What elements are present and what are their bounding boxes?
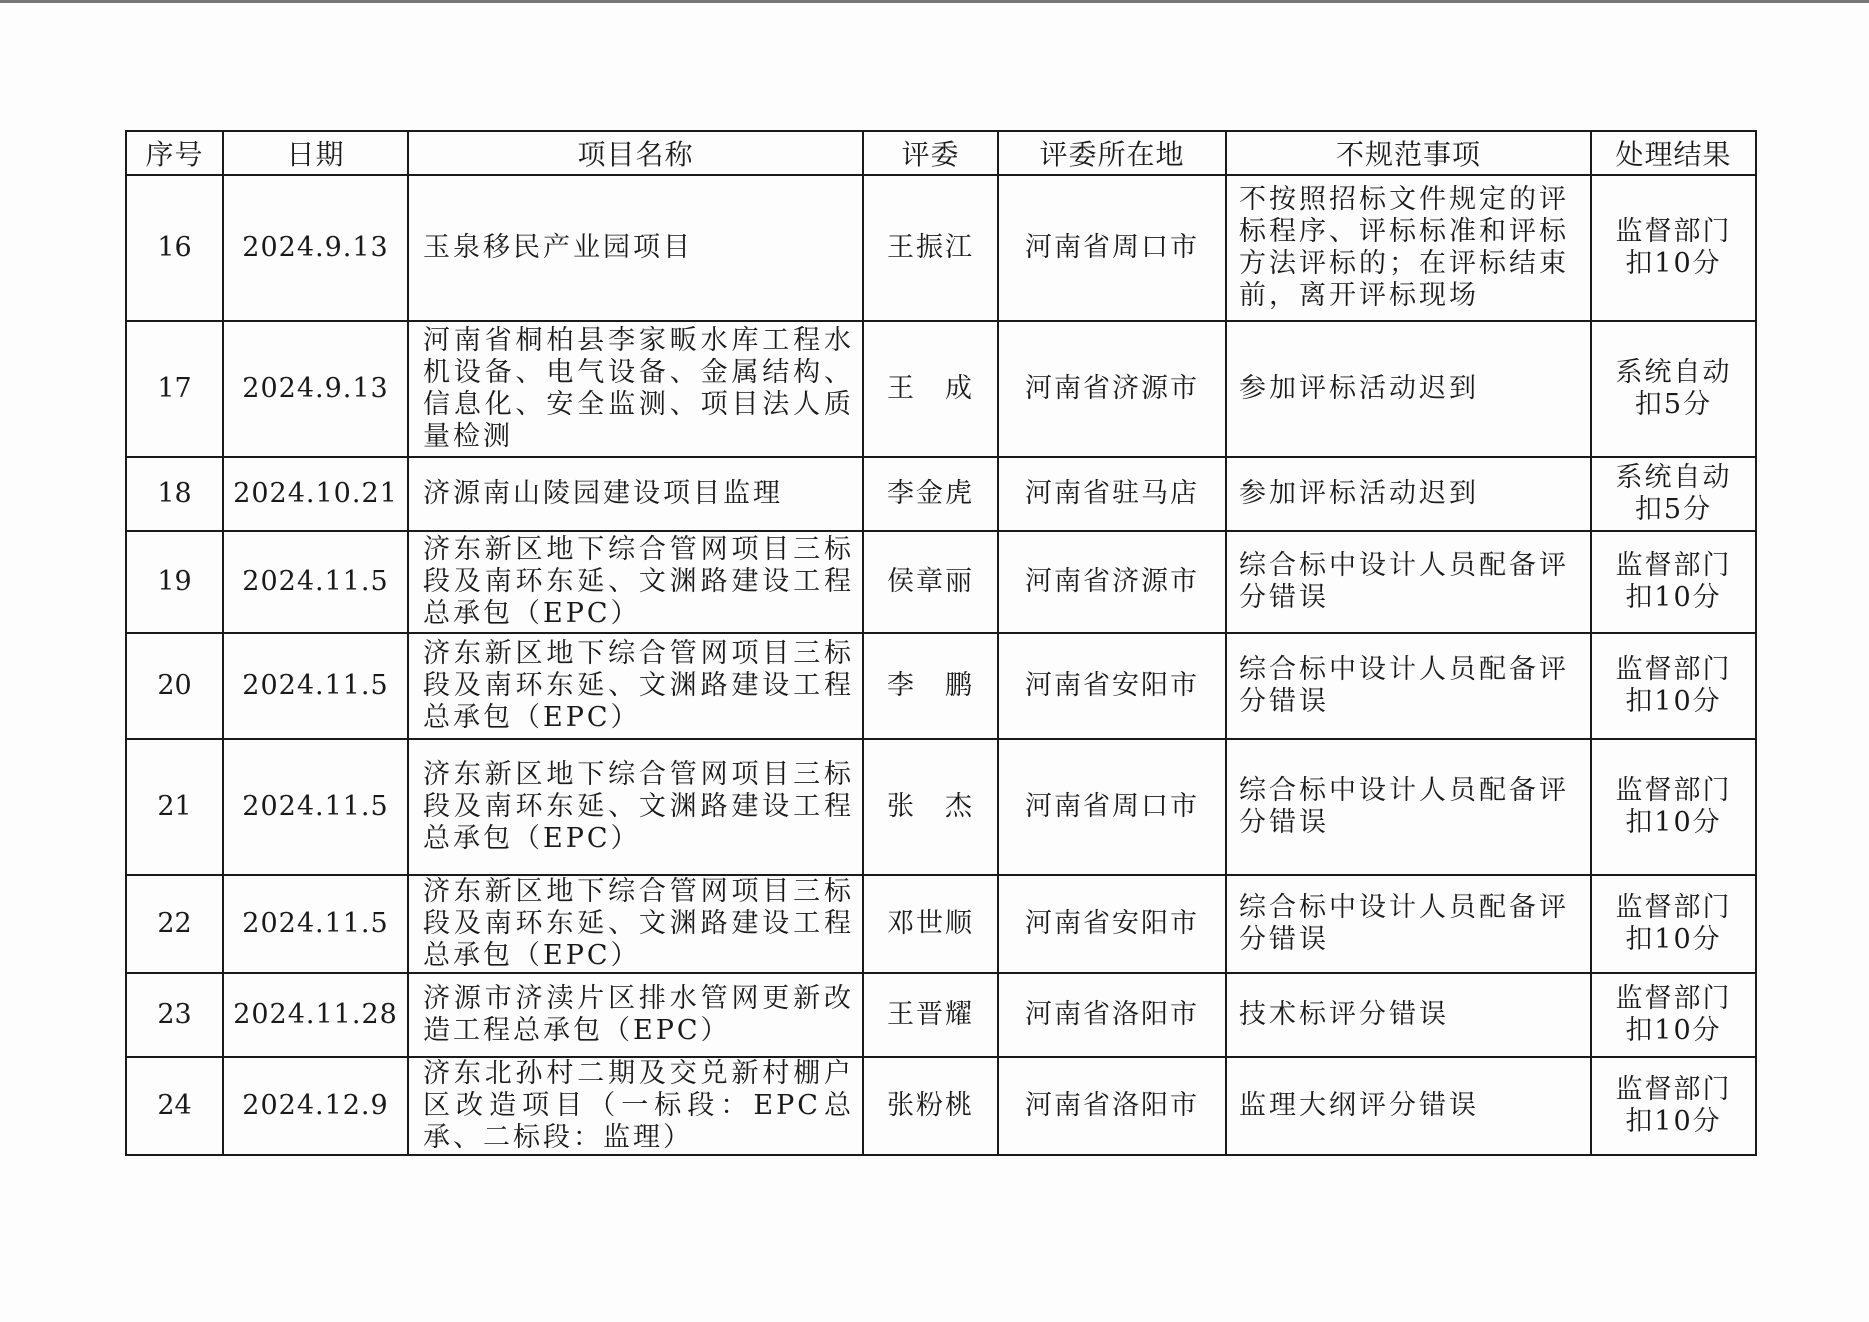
row-result-text: 系统自动扣5分 — [1615, 357, 1732, 420]
row-result-text: 监督部门扣10分 — [1615, 654, 1732, 717]
row-judge: 张 杰 — [863, 739, 998, 875]
row-result — [1591, 175, 1756, 321]
header-project: 项目名称 — [408, 131, 863, 175]
table-header-row — [126, 131, 1756, 175]
row-result — [1591, 973, 1756, 1057]
row-date: 2024.11.5 — [223, 875, 408, 973]
row-location: 河南省周口市 — [998, 175, 1226, 321]
row-date: 2024.9.13 — [223, 175, 408, 321]
row-location: 河南省济源市 — [998, 321, 1226, 457]
row-date: 2024.11.5 — [223, 739, 408, 875]
row-no: 19 — [126, 531, 223, 633]
row-issue: 技术标评分错误 — [1226, 973, 1591, 1057]
row-issue: 综合标中设计人员配备评分错误 — [1226, 633, 1591, 739]
row-project: 玉泉移民产业园项目 — [408, 175, 863, 321]
row-judge: 王振江 — [863, 175, 998, 321]
row-judge: 邓世顺 — [863, 875, 998, 973]
header-issue: 不规范事项 — [1226, 131, 1591, 175]
row-judge: 李金虎 — [863, 457, 998, 531]
row-issue: 不按照招标文件规定的评标程序、评标标准和评标方法评标的；在评标结束前，离开评标现场 — [1226, 175, 1591, 321]
row-issue: 监理大纲评分错误 — [1226, 1057, 1591, 1155]
header-no: 序号 — [126, 131, 223, 175]
header-date: 日期 — [223, 131, 408, 175]
row-no: 21 — [126, 739, 223, 875]
row-result-text: 监督部门扣10分 — [1615, 216, 1732, 279]
row-location: 河南省安阳市 — [998, 875, 1226, 973]
row-project: 济源市济渎片区排水管网更新改造工程总承包（EPC） — [408, 973, 863, 1057]
table-row — [126, 457, 1756, 531]
row-issue: 综合标中设计人员配备评分错误 — [1226, 875, 1591, 973]
row-issue: 参加评标活动迟到 — [1226, 457, 1591, 531]
row-date: 2024.11.5 — [223, 633, 408, 739]
row-judge: 侯章丽 — [863, 531, 998, 633]
row-location: 河南省周口市 — [998, 739, 1226, 875]
row-result-text: 监督部门扣10分 — [1615, 775, 1732, 838]
row-project: 济东新区地下综合管网项目三标段及南环东延、文渊路建设工程总承包（EPC） — [408, 531, 863, 633]
row-no: 18 — [126, 457, 223, 531]
row-location: 河南省济源市 — [998, 531, 1226, 633]
row-issue: 综合标中设计人员配备评分错误 — [1226, 739, 1591, 875]
row-result-text: 监督部门扣10分 — [1615, 983, 1732, 1046]
row-location: 河南省洛阳市 — [998, 973, 1226, 1057]
violations-table — [125, 130, 1757, 1156]
table-row — [126, 633, 1756, 739]
row-result — [1591, 321, 1756, 457]
row-no: 16 — [126, 175, 223, 321]
table-row — [126, 531, 1756, 633]
row-judge: 李 鹏 — [863, 633, 998, 739]
row-date: 2024.12.9 — [223, 1057, 408, 1155]
row-result-text: 监督部门扣10分 — [1615, 1074, 1732, 1137]
row-result — [1591, 1057, 1756, 1155]
header-result: 处理结果 — [1591, 131, 1756, 175]
header-judge: 评委 — [863, 131, 998, 175]
table-row — [126, 1057, 1756, 1155]
row-result — [1591, 531, 1756, 633]
row-project: 济东新区地下综合管网项目三标段及南环东延、文渊路建设工程总承包（EPC） — [408, 875, 863, 973]
row-project: 济东北孙村二期及交兑新村棚户区改造项目（一标段：EPC总承、二标段：监理） — [408, 1057, 863, 1155]
row-date: 2024.11.5 — [223, 531, 408, 633]
row-result-text: 监督部门扣10分 — [1615, 550, 1732, 613]
row-result-text: 监督部门扣10分 — [1615, 892, 1732, 955]
row-no: 23 — [126, 973, 223, 1057]
row-result — [1591, 457, 1756, 531]
row-issue: 综合标中设计人员配备评分错误 — [1226, 531, 1591, 633]
row-judge: 张粉桃 — [863, 1057, 998, 1155]
row-no: 20 — [126, 633, 223, 739]
header-location: 评委所在地 — [998, 131, 1226, 175]
row-no: 24 — [126, 1057, 223, 1155]
row-no: 17 — [126, 321, 223, 457]
row-result — [1591, 739, 1756, 875]
row-no: 22 — [126, 875, 223, 973]
row-location: 河南省洛阳市 — [998, 1057, 1226, 1155]
row-judge: 王晋耀 — [863, 973, 998, 1057]
table-row — [126, 973, 1756, 1057]
row-project: 济源南山陵园建设项目监理 — [408, 457, 863, 531]
row-date: 2024.11.28 — [223, 973, 408, 1057]
row-judge: 王 成 — [863, 321, 998, 457]
table-row — [126, 175, 1756, 321]
row-location: 河南省驻马店 — [998, 457, 1226, 531]
table-row — [126, 321, 1756, 457]
row-issue: 参加评标活动迟到 — [1226, 321, 1591, 457]
row-project: 河南省桐柏县李家畈水库工程水机设备、电气设备、金属结构、信息化、安全监测、项目法人质量检测 — [408, 321, 863, 457]
row-date: 2024.10.21 — [223, 457, 408, 531]
row-result-text: 系统自动扣5分 — [1615, 462, 1732, 525]
scan-top-edge — [0, 0, 1869, 3]
table-row — [126, 739, 1756, 875]
table-row — [126, 875, 1756, 973]
row-result — [1591, 633, 1756, 739]
row-date: 2024.9.13 — [223, 321, 408, 457]
row-project: 济东新区地下综合管网项目三标段及南环东延、文渊路建设工程总承包（EPC） — [408, 633, 863, 739]
row-result — [1591, 875, 1756, 973]
row-project: 济东新区地下综合管网项目三标段及南环东延、文渊路建设工程总承包（EPC） — [408, 739, 863, 875]
row-location: 河南省安阳市 — [998, 633, 1226, 739]
